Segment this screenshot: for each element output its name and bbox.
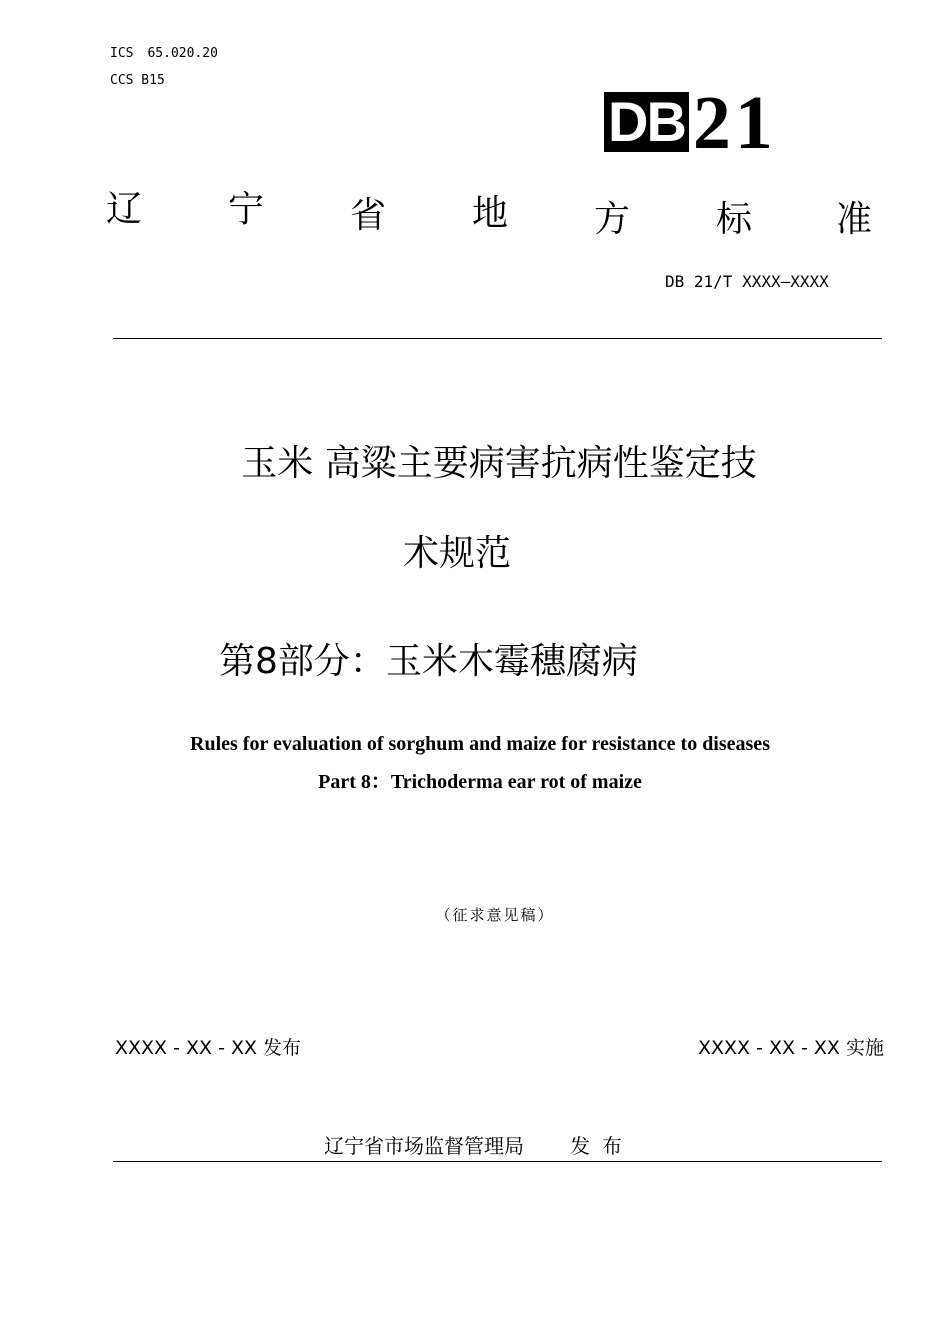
issuer-action: 发布 <box>570 1134 634 1158</box>
issuer <box>324 1130 634 1159</box>
province-char: 辽 <box>106 189 143 230</box>
province-char: 方 <box>594 199 631 240</box>
title-line-2: 术规范 <box>402 533 511 574</box>
issuer-name: 辽宁省市场监督管理局 <box>324 1134 524 1158</box>
ccs-code: CCS B15 <box>110 73 165 88</box>
province-char: 宁 <box>228 189 265 230</box>
db21-logo <box>604 81 777 165</box>
english-part: Part 8：Trichoderma ear rot of maize <box>318 771 642 793</box>
draft-note: （征求意见稿） <box>435 906 555 924</box>
english-title: Rules for evaluation of sorghum and maize for resistance to diseases <box>190 733 770 755</box>
standard-number: DB 21/T XXXX—XXXX <box>665 272 829 291</box>
province-char: 准 <box>836 199 873 240</box>
province-standard-heading <box>106 190 876 250</box>
province-char: 地 <box>472 193 509 234</box>
implement-date: XXXX - XX - XX 实施 <box>697 1037 884 1059</box>
province-char: 省 <box>350 195 387 236</box>
title-part: 第8部分：玉米木霉穗腐病 <box>219 641 638 682</box>
publish-date: XXXX - XX - XX 发布 <box>115 1037 302 1059</box>
title-line-1: 玉米 高粱主要病害抗病性鉴定技 <box>241 443 757 484</box>
logo-number: 21 <box>692 81 777 165</box>
bottom-divider <box>113 1161 882 1162</box>
ics-label: ICS <box>110 46 134 61</box>
ics-code <box>110 46 218 61</box>
province-char: 标 <box>716 199 753 240</box>
ics-number: 65.020.20 <box>147 46 218 61</box>
logo-db-block: DB <box>604 92 689 152</box>
top-divider <box>113 338 882 339</box>
